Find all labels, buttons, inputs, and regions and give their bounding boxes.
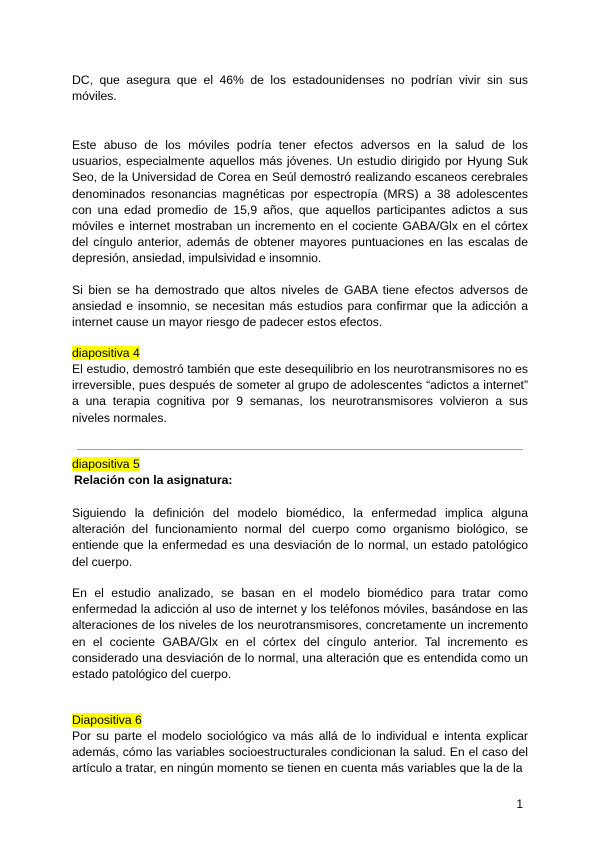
slide-label-6 — [72, 712, 142, 728]
slide-label-5-text: diapositiva 5 — [72, 457, 140, 471]
paragraph-biomedical-model: Siguiendo la definición del modelo biomédico, la enfermedad implica alguna alteración del funcionamiento normal del cuerpo como organismo biológico, se entiende que la enfermedad es una desviación de lo normal, un estado patológico del cuerpo. — [72, 506, 528, 569]
horizontal-divider — [77, 449, 523, 450]
paragraph-mobile-abuse: Este abuso de los móviles podría tener efectos adversos en la salud de los usuarios, especialmente aquellos más jóvenes. Un estudio dirigido por Hyung Suk Seo, de la Universidad de Corea en Seúl demostró realizando escaneos cerebrales denominados resonancias magnéticas por espectropía (MRS) a 38 adolescentes con una edad promedio de 15,9 años, que aquellos participantes adictos a sus móviles e internet mostraban un incremento en el cociente GABA/Glx en el córtex del cíngulo anterior, además de obtener mayores puntuaciones en las escalas de depresión, ansiedad, impulsividad e insomnio. — [72, 138, 528, 266]
slide-label-5 — [72, 456, 140, 472]
paragraph-gaba-levels: Si bien se ha demostrado que altos niveles de GABA tiene efectos adversos de ansiedad e insomnio, se necesitan más estudios para confirmar que la adicción a internet cause un mayor riesgo de padecer estos efectos. — [72, 283, 528, 330]
slide-label-6-text: Diapositiva 6 — [72, 713, 142, 727]
slide-label-4-text: diapositiva 4 — [72, 346, 140, 360]
page-number: 1 — [516, 797, 523, 811]
paragraph-study-analysis: En el estudio analizado, se basan en el modelo biomédico para tratar como enfermedad la adicción al uso de internet y los teléfonos móviles, basándose en las alteraciones de los niveles de los neurotransmisores, concretamente un incremento en el cociente GABA/Glx en el córtex del cíngulo anterior. Tal incremento es considerado una desviación de lo normal, una alteración que es entendida como un estado patológico del cuerpo. — [72, 586, 528, 682]
section-heading: Relación con la asignatura: — [74, 473, 233, 487]
paragraph-sociological-model: Por su parte el modelo sociológico va más allá de lo individual e intenta explicar además, cómo las variables socioestructurales condicionan la salud. En el caso del artículo a tratar, en ningún momento se tienen en cuenta más variables que la de la — [72, 729, 528, 776]
paragraph-intro: DC, que asegura que el 46% de los estadounidenses no podrían vivir sin sus móviles. — [72, 73, 528, 104]
slide-label-4 — [72, 345, 140, 361]
paragraph-reversible: El estudio, demostró también que este desequilibrio en los neurotransmisores no es irreversible, pues después de someter al grupo de adolescentes “adictos a internet” a una terapia cognitiva por 9 semanas, los neurotransmisores volvieron a sus niveles normales. — [72, 362, 528, 425]
